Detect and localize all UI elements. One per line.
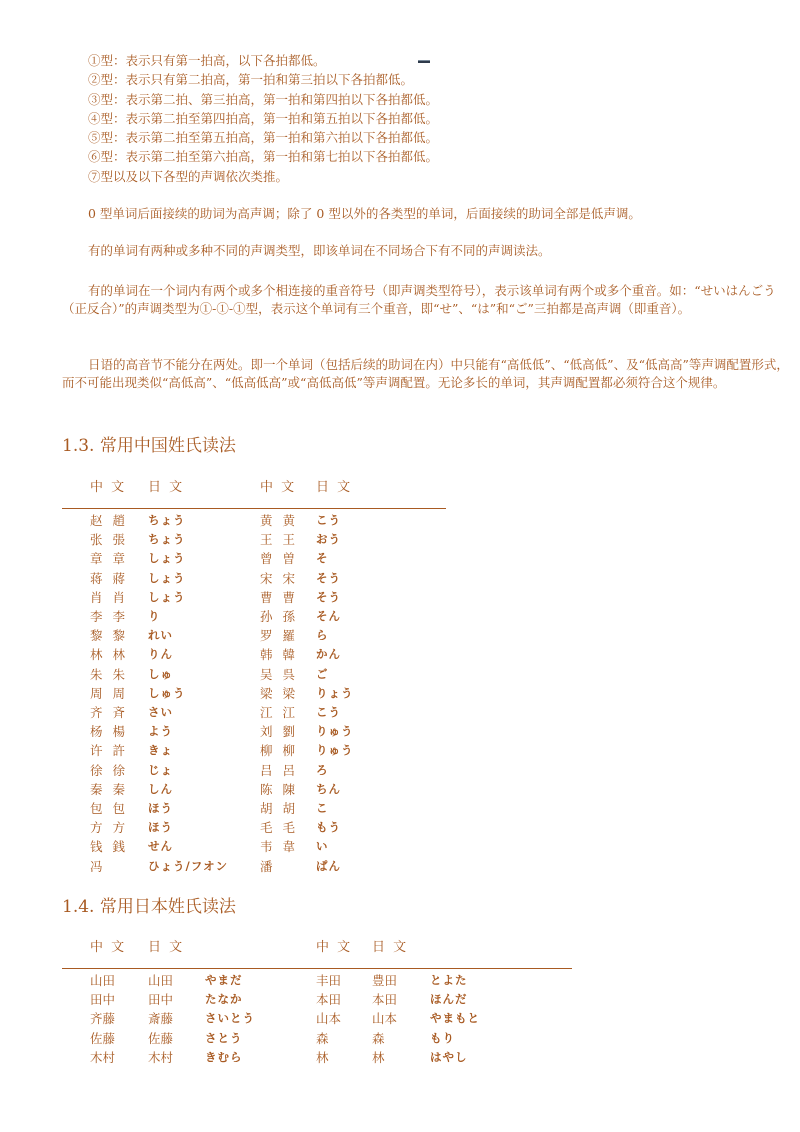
surname-reading: しょう [148,571,186,585]
type-6-line: ⑥型：表示第二拍至第六拍高，第一拍和第七拍以下各拍都低。 [88,149,439,164]
surname-chinese: 林 [316,1050,329,1065]
surname-kanji: 田中 [148,992,174,1007]
surname-chinese: 佐藤 [90,1031,116,1046]
surname-reading: かん [316,647,341,661]
surname-reading: ほんだ [430,992,468,1006]
surname-reading: しょう [148,590,186,604]
surname-reading: もう [316,820,341,834]
surname-chinese: 曾 曽 [260,551,298,566]
surname-reading: せん [148,839,173,853]
surname-reading: ろ [316,763,329,777]
type-5-line: ⑤型：表示第二拍至第五拍高，第一拍和第六拍以下各拍都低。 [88,130,439,145]
surname-chinese: 赵 趙 [90,513,128,528]
surname-chinese: 宋 宋 [260,571,298,586]
surname-chinese: 陈 陳 [260,782,298,797]
surname-kanji: 斎藤 [148,1011,174,1026]
column-header-chinese: 中 文 [316,940,353,955]
type-4-line: ④型：表示第二拍至第四拍高，第一拍和第五拍以下各拍都低。 [88,111,439,126]
column-header-chinese: 中 文 [260,480,297,495]
surname-chinese: 吕 呂 [260,763,298,778]
section-heading-japanese-surnames: 1.4. 常用日本姓氏读法 [62,897,236,917]
type-2-line: ②型：表示只有第二拍高，第一拍和第三拍以下各拍都低。 [88,72,414,87]
surname-chinese: 朱 朱 [90,667,128,682]
surname-reading: さい [148,705,173,719]
surname-reading: ほう [148,820,173,834]
surname-chinese: 周 周 [90,686,128,701]
surname-reading: りん [148,647,173,661]
surname-reading: こう [316,705,341,719]
surname-reading: ご [316,667,329,681]
surname-reading: じょ [148,763,173,777]
surname-chinese: 韦 韋 [260,839,298,854]
surname-reading: りゅう [316,724,354,738]
surname-reading: よう [148,724,173,738]
surname-chinese: 山田 [90,973,116,988]
surname-reading: り [148,609,161,623]
paragraph-high-syllable-rule [62,356,790,392]
surname-chinese: 齐藤 [90,1011,116,1026]
paragraph-text: 日语的高音节不能分在两处。即一个单词（包括后续的助词在内）中只能有“高低低”、“低高低”、及“低高高”等声调配置形式，而不可能出现类似“高低高”、“低高低高”或“高低高低”等声调配置。无论多长的单词，其声调配置都必须符合这个规律。 [62,357,789,390]
type-3-line: ③型：表示第二拍、第三拍高，第一拍和第四拍以下各拍都低。 [88,92,439,107]
surname-reading: ちょう [148,513,186,527]
surname-chinese: 江 江 [260,705,298,720]
surname-chinese: 李 李 [90,609,128,624]
surname-chinese: 韩 韓 [260,647,298,662]
surname-chinese: 罗 羅 [260,628,298,643]
surname-reading: しょう [148,551,186,565]
surname-chinese: 潘 [260,859,276,874]
surname-reading: ひょう/フオン [148,859,229,873]
paragraph-zero-type [62,205,790,223]
scan-mark [418,60,430,63]
column-header-japanese: 日 文 [372,940,409,955]
column-header-chinese: 中 文 [90,480,127,495]
surname-reading: やまだ [205,973,243,987]
surname-reading: ほう [148,801,173,815]
surname-kanji: 本田 [372,992,398,1007]
paragraph-multiple-types [62,242,790,260]
surname-chinese: 王 王 [260,532,298,547]
surname-reading: れい [148,628,173,642]
surname-chinese: 刘 劉 [260,724,298,739]
surname-chinese: 杨 楊 [90,724,128,739]
column-header-japanese: 日 文 [316,480,353,495]
surname-chinese: 毛 毛 [260,820,298,835]
surname-reading: きょ [148,743,173,757]
surname-reading: とよた [430,973,468,987]
surname-reading: りゅう [316,743,354,757]
surname-reading: そう [316,590,341,604]
surname-reading: もり [430,1031,455,1045]
surname-chinese: 丰田 [316,973,342,988]
surname-reading: こう [316,513,341,527]
surname-chinese: 黄 黄 [260,513,298,528]
surname-kanji: 豊田 [372,973,398,988]
paragraph-text: 0 型单词后面接续的助词为高声调；除了 0 型以外的各类型的单词，后面接续的助词全部是低声调。 [88,206,641,221]
surname-chinese: 黎 黎 [90,628,128,643]
surname-chinese: 林 林 [90,647,128,662]
surname-chinese: 冯 [90,859,106,874]
surname-reading: たなか [205,992,243,1006]
surname-chinese: 本田 [316,992,342,1007]
column-header-chinese: 中 文 [90,940,127,955]
column-header-japanese: 日 文 [148,480,185,495]
surname-chinese: 秦 秦 [90,782,128,797]
surname-chinese: 徐 徐 [90,763,128,778]
table-rule [62,508,446,509]
surname-chinese: 柳 柳 [260,743,298,758]
surname-kanji: 森 [372,1031,385,1046]
surname-reading: こ [316,801,329,815]
type-1-line: ①型：表示只有第一拍高，以下各拍都低。 [88,53,326,68]
surname-chinese: 木村 [90,1050,116,1065]
surname-reading: ちん [316,782,341,796]
surname-reading: さとう [205,1031,243,1045]
surname-reading: ぱん [316,859,341,873]
surname-chinese: 许 許 [90,743,128,758]
surname-reading: さいとう [205,1011,255,1025]
surname-reading: しゅう [148,686,186,700]
surname-chinese: 方 方 [90,820,128,835]
surname-chinese: 森 [316,1031,329,1046]
surname-chinese: 胡 胡 [260,801,298,816]
surname-chinese: 张 張 [90,532,128,547]
surname-reading: きむら [205,1050,243,1064]
surname-reading: やまもと [430,1011,480,1025]
section-heading-chinese-surnames: 1.3. 常用中国姓氏读法 [62,436,236,456]
surname-kanji: 林 [372,1050,385,1065]
surname-chinese: 钱 銭 [90,839,128,854]
surname-reading: ちょう [148,532,186,546]
surname-chinese: 吴 呉 [260,667,298,682]
table-rule [62,968,572,969]
surname-reading: はやし [430,1050,468,1064]
surname-chinese: 章 章 [90,551,128,566]
surname-reading: しん [148,782,173,796]
surname-kanji: 山田 [148,973,174,988]
surname-chinese: 孙 孫 [260,609,298,624]
surname-chinese: 山本 [316,1011,342,1026]
surname-chinese: 曹 曹 [260,590,298,605]
type-7-line: ⑦型以及以下各型的声调依次类推。 [88,169,289,184]
surname-chinese: 蒋 蔣 [90,571,128,586]
column-header-japanese: 日 文 [148,940,185,955]
surname-kanji: 山本 [372,1011,398,1026]
surname-chinese: 田中 [90,992,116,1007]
paragraph-text: 有的单词有两种或多种不同的声调类型，即该单词在不同场合下有不同的声调读法。 [88,243,551,258]
surname-reading: そ [316,551,329,565]
surname-kanji: 佐藤 [148,1031,174,1046]
paragraph-text: 有的单词在一个词内有两个或多个相连接的重音符号（即声调类型符号），表示该单词有两个或多个重音。如：“せいはんごう（正反合）”的声调类型为①-①-①型，表示这个单词有三个重音，即“せ”、“は”和“ご”三拍都是高声调（即重音）。 [62,283,776,316]
surname-reading: そん [316,609,341,623]
surname-reading: りょう [316,686,354,700]
surname-reading: そう [316,571,341,585]
surname-chinese: 梁 梁 [260,686,298,701]
surname-reading: おう [316,532,341,546]
surname-kanji: 木村 [148,1050,174,1065]
surname-reading: ら [316,628,329,642]
surname-chinese: 肖 肖 [90,590,128,605]
surname-chinese: 齐 斉 [90,705,128,720]
surname-reading: しゅ [148,667,173,681]
paragraph-multiple-accents [62,282,790,318]
surname-reading: い [316,839,329,853]
surname-chinese: 包 包 [90,801,128,816]
